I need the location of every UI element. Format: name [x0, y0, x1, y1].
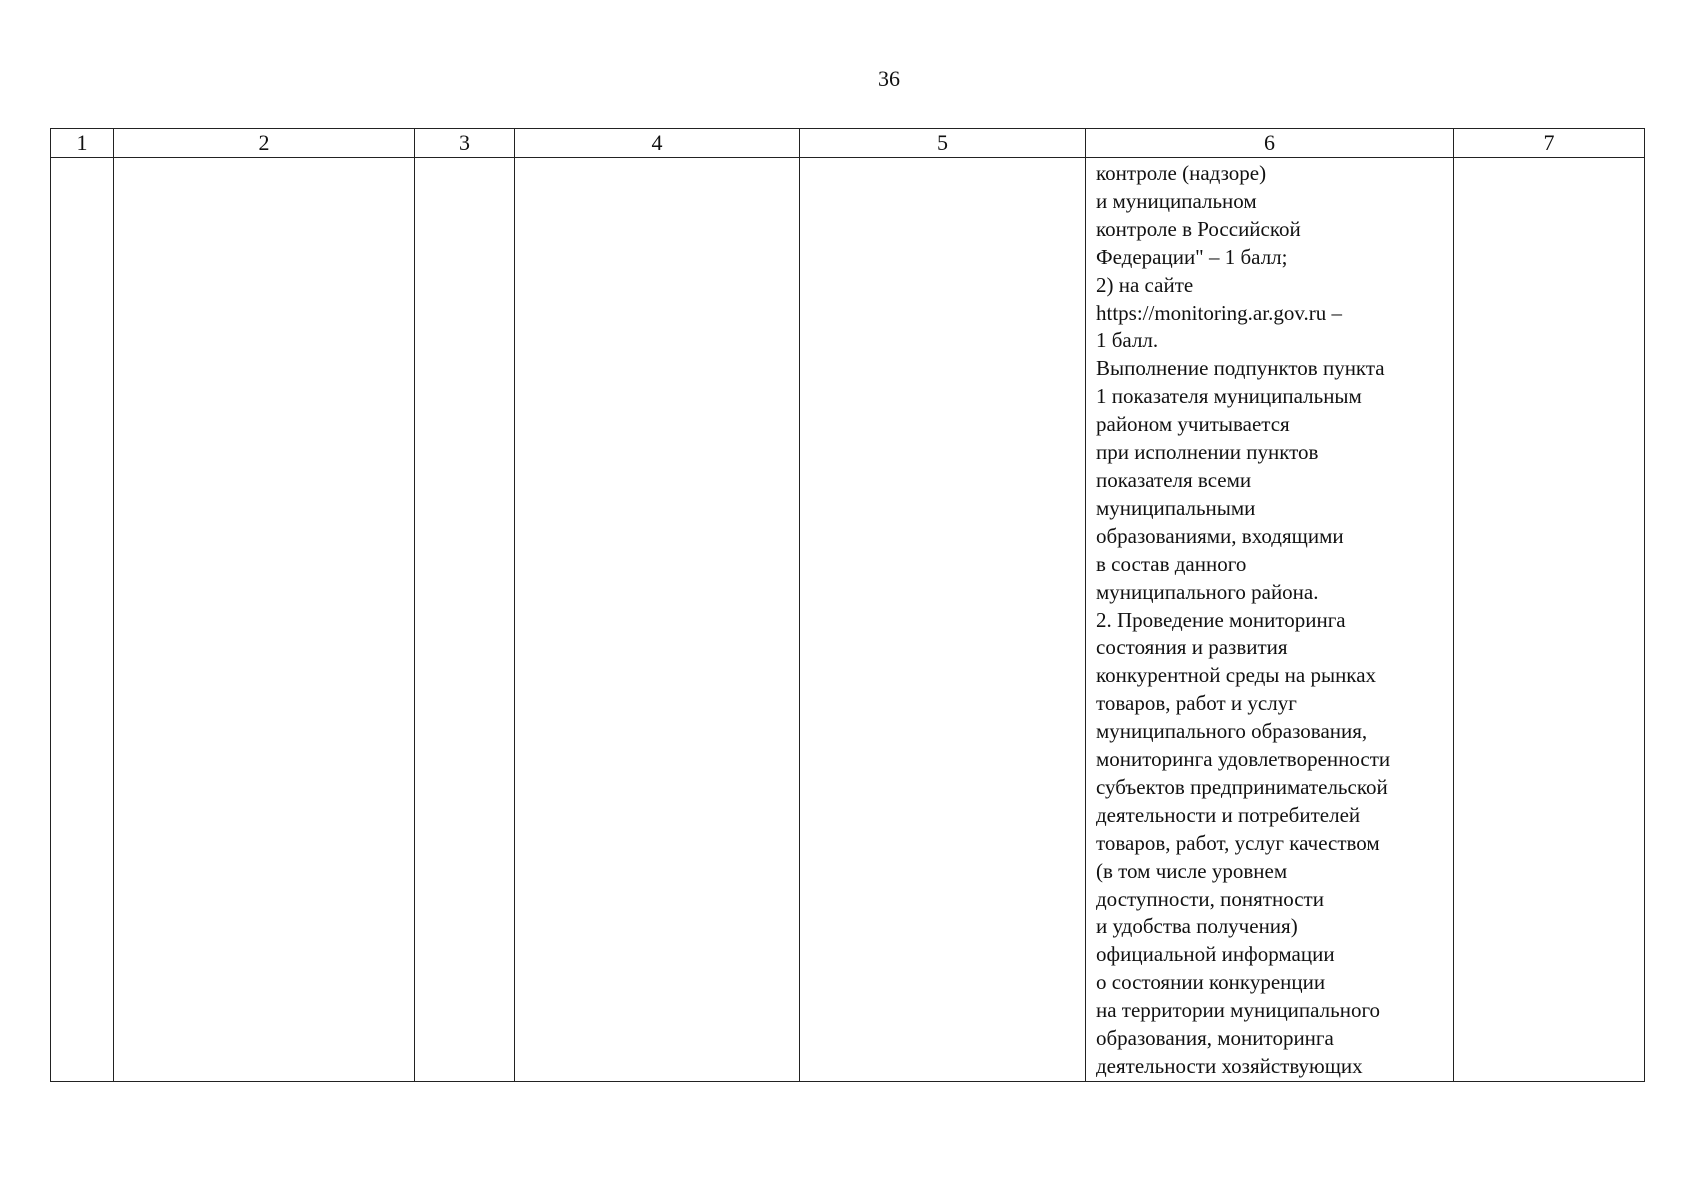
cell-col-6	[1086, 158, 1454, 1082]
column-header-5: 5	[800, 129, 1086, 158]
text-line: показателя всеми	[1096, 467, 1252, 492]
text-line: 1 балл.	[1096, 328, 1159, 353]
text-line: районом учитывается	[1096, 412, 1290, 437]
text-line: муниципального образования,	[1096, 719, 1368, 744]
text-line: деятельности хозяйствующих	[1096, 1054, 1363, 1078]
text-line: (в том числе уровнем	[1096, 858, 1288, 883]
text-line: Выполнение подпунктов пункта	[1096, 356, 1385, 381]
text-line: доступности, понятности	[1096, 886, 1324, 911]
text-line: Федерации" – 1 балл;	[1096, 244, 1288, 269]
criteria-table	[50, 128, 1645, 1082]
text-line: образованиями, входящими	[1096, 523, 1344, 548]
text-line: официальной информации	[1096, 942, 1335, 967]
criteria-text	[1086, 158, 1453, 1081]
cell-col-7	[1454, 158, 1645, 1082]
text-line: товаров, работ и услуг	[1096, 691, 1297, 716]
table-row	[51, 158, 1645, 1082]
cell-col-5	[800, 158, 1086, 1082]
page-number: 36	[878, 66, 900, 91]
text-line: в состав данного	[1096, 551, 1247, 576]
text-line: муниципального района.	[1096, 579, 1319, 604]
text-line: 2. Проведение мониторинга	[1096, 607, 1346, 632]
text-line: 1 показателя муниципальным	[1096, 384, 1362, 409]
text-line: https://monitoring.ar.gov.ru –	[1096, 300, 1342, 325]
text-line: мониторинга удовлетворенности	[1096, 747, 1391, 772]
text-line: товаров, работ, услуг качеством	[1096, 830, 1380, 855]
text-line: контроле (надзоре)	[1096, 161, 1267, 185]
column-header-4: 4	[515, 129, 800, 158]
column-header-6: 6	[1086, 129, 1454, 158]
cell-col-2	[114, 158, 415, 1082]
text-line: образования, мониторинга	[1096, 1026, 1334, 1051]
column-header-3: 3	[415, 129, 515, 158]
text-line: о состоянии конкуренции	[1096, 970, 1326, 995]
text-line: и муниципальном	[1096, 188, 1257, 213]
text-line: субъектов предпринимательской	[1096, 774, 1388, 799]
text-line: состояния и развития	[1096, 635, 1288, 660]
text-line: и удобства получения)	[1096, 914, 1298, 939]
text-line: конкурентной среды на рынках	[1096, 663, 1377, 688]
column-header-7: 7	[1454, 129, 1645, 158]
header-row	[51, 129, 1645, 158]
cell-col-3	[415, 158, 515, 1082]
cell-col-4	[515, 158, 800, 1082]
text-line: на территории муниципального	[1096, 998, 1381, 1023]
text-line: 2) на сайте	[1096, 272, 1194, 297]
cell-col-1	[51, 158, 114, 1082]
text-line: контроле в Российской	[1096, 216, 1301, 241]
column-header-2: 2	[114, 129, 415, 158]
text-line: при исполнении пунктов	[1096, 440, 1319, 465]
column-header-1: 1	[51, 129, 114, 158]
text-line: деятельности и потребителей	[1096, 802, 1361, 827]
text-line: муниципальными	[1096, 495, 1256, 520]
